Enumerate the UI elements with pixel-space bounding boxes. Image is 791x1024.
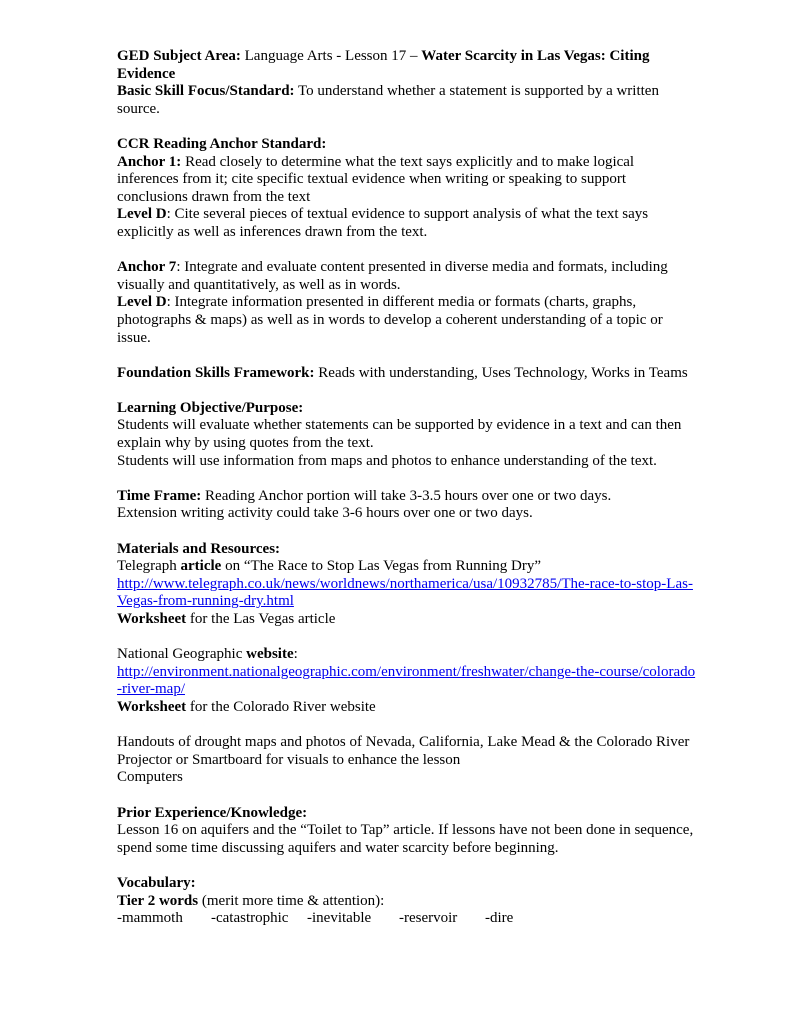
telegraph-link-line bbox=[117, 576, 697, 611]
prior-text: Lesson 16 on aquifers and the “Toilet to Tap” article. If lessons have not been done in sequence, spend some time discussing aquifers and water scarcity before beginning. bbox=[117, 822, 694, 856]
worksheet-colorado: Worksheet for the Colorado River website bbox=[117, 698, 376, 715]
tier-2-line bbox=[117, 893, 697, 911]
skill-focus-label: Basic Skill Focus/Standard: bbox=[117, 83, 295, 100]
ccr-heading: CCR Reading Anchor Standard: bbox=[117, 135, 327, 152]
projector-item: Projector or Smartboard for visuals to enhance the lesson bbox=[117, 751, 461, 768]
vocab-word: -inevitable bbox=[307, 910, 372, 927]
time-frame bbox=[117, 488, 697, 506]
level-d-label: Level D bbox=[117, 206, 167, 223]
objective-heading: Learning Objective/Purpose: bbox=[117, 399, 304, 416]
prior-heading: Prior Experience/Knowledge: bbox=[117, 804, 308, 821]
anchor-1-level-d bbox=[117, 206, 697, 241]
vocab-words bbox=[117, 910, 697, 928]
telegraph-article-link[interactable]: http://www.telegraph.co.uk/news/worldnews/northamerica/usa/10932785/The-race-to-stop-Las-Vegas-from-running-dry.html bbox=[117, 575, 693, 610]
foundation-skills-text: Reads with understanding, Uses Technology, Works in Teams bbox=[314, 364, 688, 381]
foundation-skills bbox=[117, 365, 697, 383]
natgeo-website: National Geographic website: bbox=[117, 646, 298, 663]
time-frame-label: Time Frame: bbox=[117, 487, 202, 504]
vocab-word: -mammoth bbox=[117, 910, 183, 927]
vocab-word: -reservoir bbox=[399, 910, 458, 927]
tier-2-label: Tier 2 words bbox=[117, 892, 199, 909]
anchor-1-text: Read closely to determine what the text says explicitly and to make logical inferences from it; cite specific textual evidence when writing or speaking to support conclusions drawn from the text bbox=[117, 153, 635, 205]
telegraph-article: Telegraph article on “The Race to Stop Las Vegas from Running Dry” bbox=[117, 558, 541, 575]
lesson-title: Water Scarcity in Las Vegas: Citing Evidence bbox=[117, 48, 650, 82]
anchor-7-level-d bbox=[117, 294, 697, 347]
vocab-word: -catastrophic bbox=[211, 910, 289, 927]
anchor-1-label: Anchor 1: bbox=[117, 153, 182, 170]
objective-line-2: Students will use information from maps and photos to enhance understanding of the text. bbox=[117, 452, 657, 469]
anchor-7-text: : Integrate and evaluate content presented in diverse media and formats, including visually and quantitatively, as well as in words. bbox=[117, 259, 668, 293]
materials-heading: Materials and Resources: bbox=[117, 540, 281, 557]
time-frame-text: Reading Anchor portion will take 3-3.5 hours over one or two days. bbox=[201, 487, 612, 504]
skill-focus-text: To understand whether a statement is supported by a written source. bbox=[117, 83, 659, 117]
natgeo-website-link[interactable]: http://environment.nationalgeographic.com/environment/freshwater/change-the-course/colorado-river-map/ bbox=[117, 663, 696, 698]
computers-item: Computers bbox=[117, 769, 183, 786]
handouts-item: Handouts of drought maps and photos of Nevada, California, Lake Mead & the Colorado River bbox=[117, 734, 690, 751]
anchor-7-label: Anchor 7 bbox=[117, 259, 177, 276]
foundation-skills-label: Foundation Skills Framework: bbox=[117, 364, 315, 381]
anchor-1 bbox=[117, 154, 697, 207]
time-frame-extension: Extension writing activity could take 3-6 hours over one or two days. bbox=[117, 505, 533, 522]
level-d-text: : Cite several pieces of textual evidence to support analysis of what the text says explicitly as well as inferences drawn from the text. bbox=[117, 206, 649, 240]
tier-2-text: (merit more time & attention): bbox=[198, 892, 385, 909]
natgeo-link-line bbox=[117, 664, 697, 699]
skill-focus-line bbox=[117, 83, 697, 118]
vocab-word: -dire bbox=[485, 910, 514, 927]
level-d-label: Level D bbox=[117, 294, 167, 311]
vocabulary-heading: Vocabulary: bbox=[117, 874, 196, 891]
subject-area-label: GED Subject Area: bbox=[117, 48, 241, 64]
subject-area-line bbox=[117, 48, 697, 83]
worksheet-las-vegas: Worksheet for the Las Vegas article bbox=[117, 611, 336, 627]
subject-area-text: Language Arts - Lesson 17 – bbox=[240, 48, 422, 64]
anchor-7 bbox=[117, 259, 697, 294]
level-d-text: : Integrate information presented in different media or formats (charts, graphs, photographs & maps) as well as in words to develop a coherent understanding of a topic or issue. bbox=[117, 294, 663, 346]
objective-line-1: Students will evaluate whether statements can be supported by evidence in a text and can then explain why by using quotes from the text. bbox=[117, 417, 682, 452]
lesson-plan-page bbox=[117, 48, 697, 928]
